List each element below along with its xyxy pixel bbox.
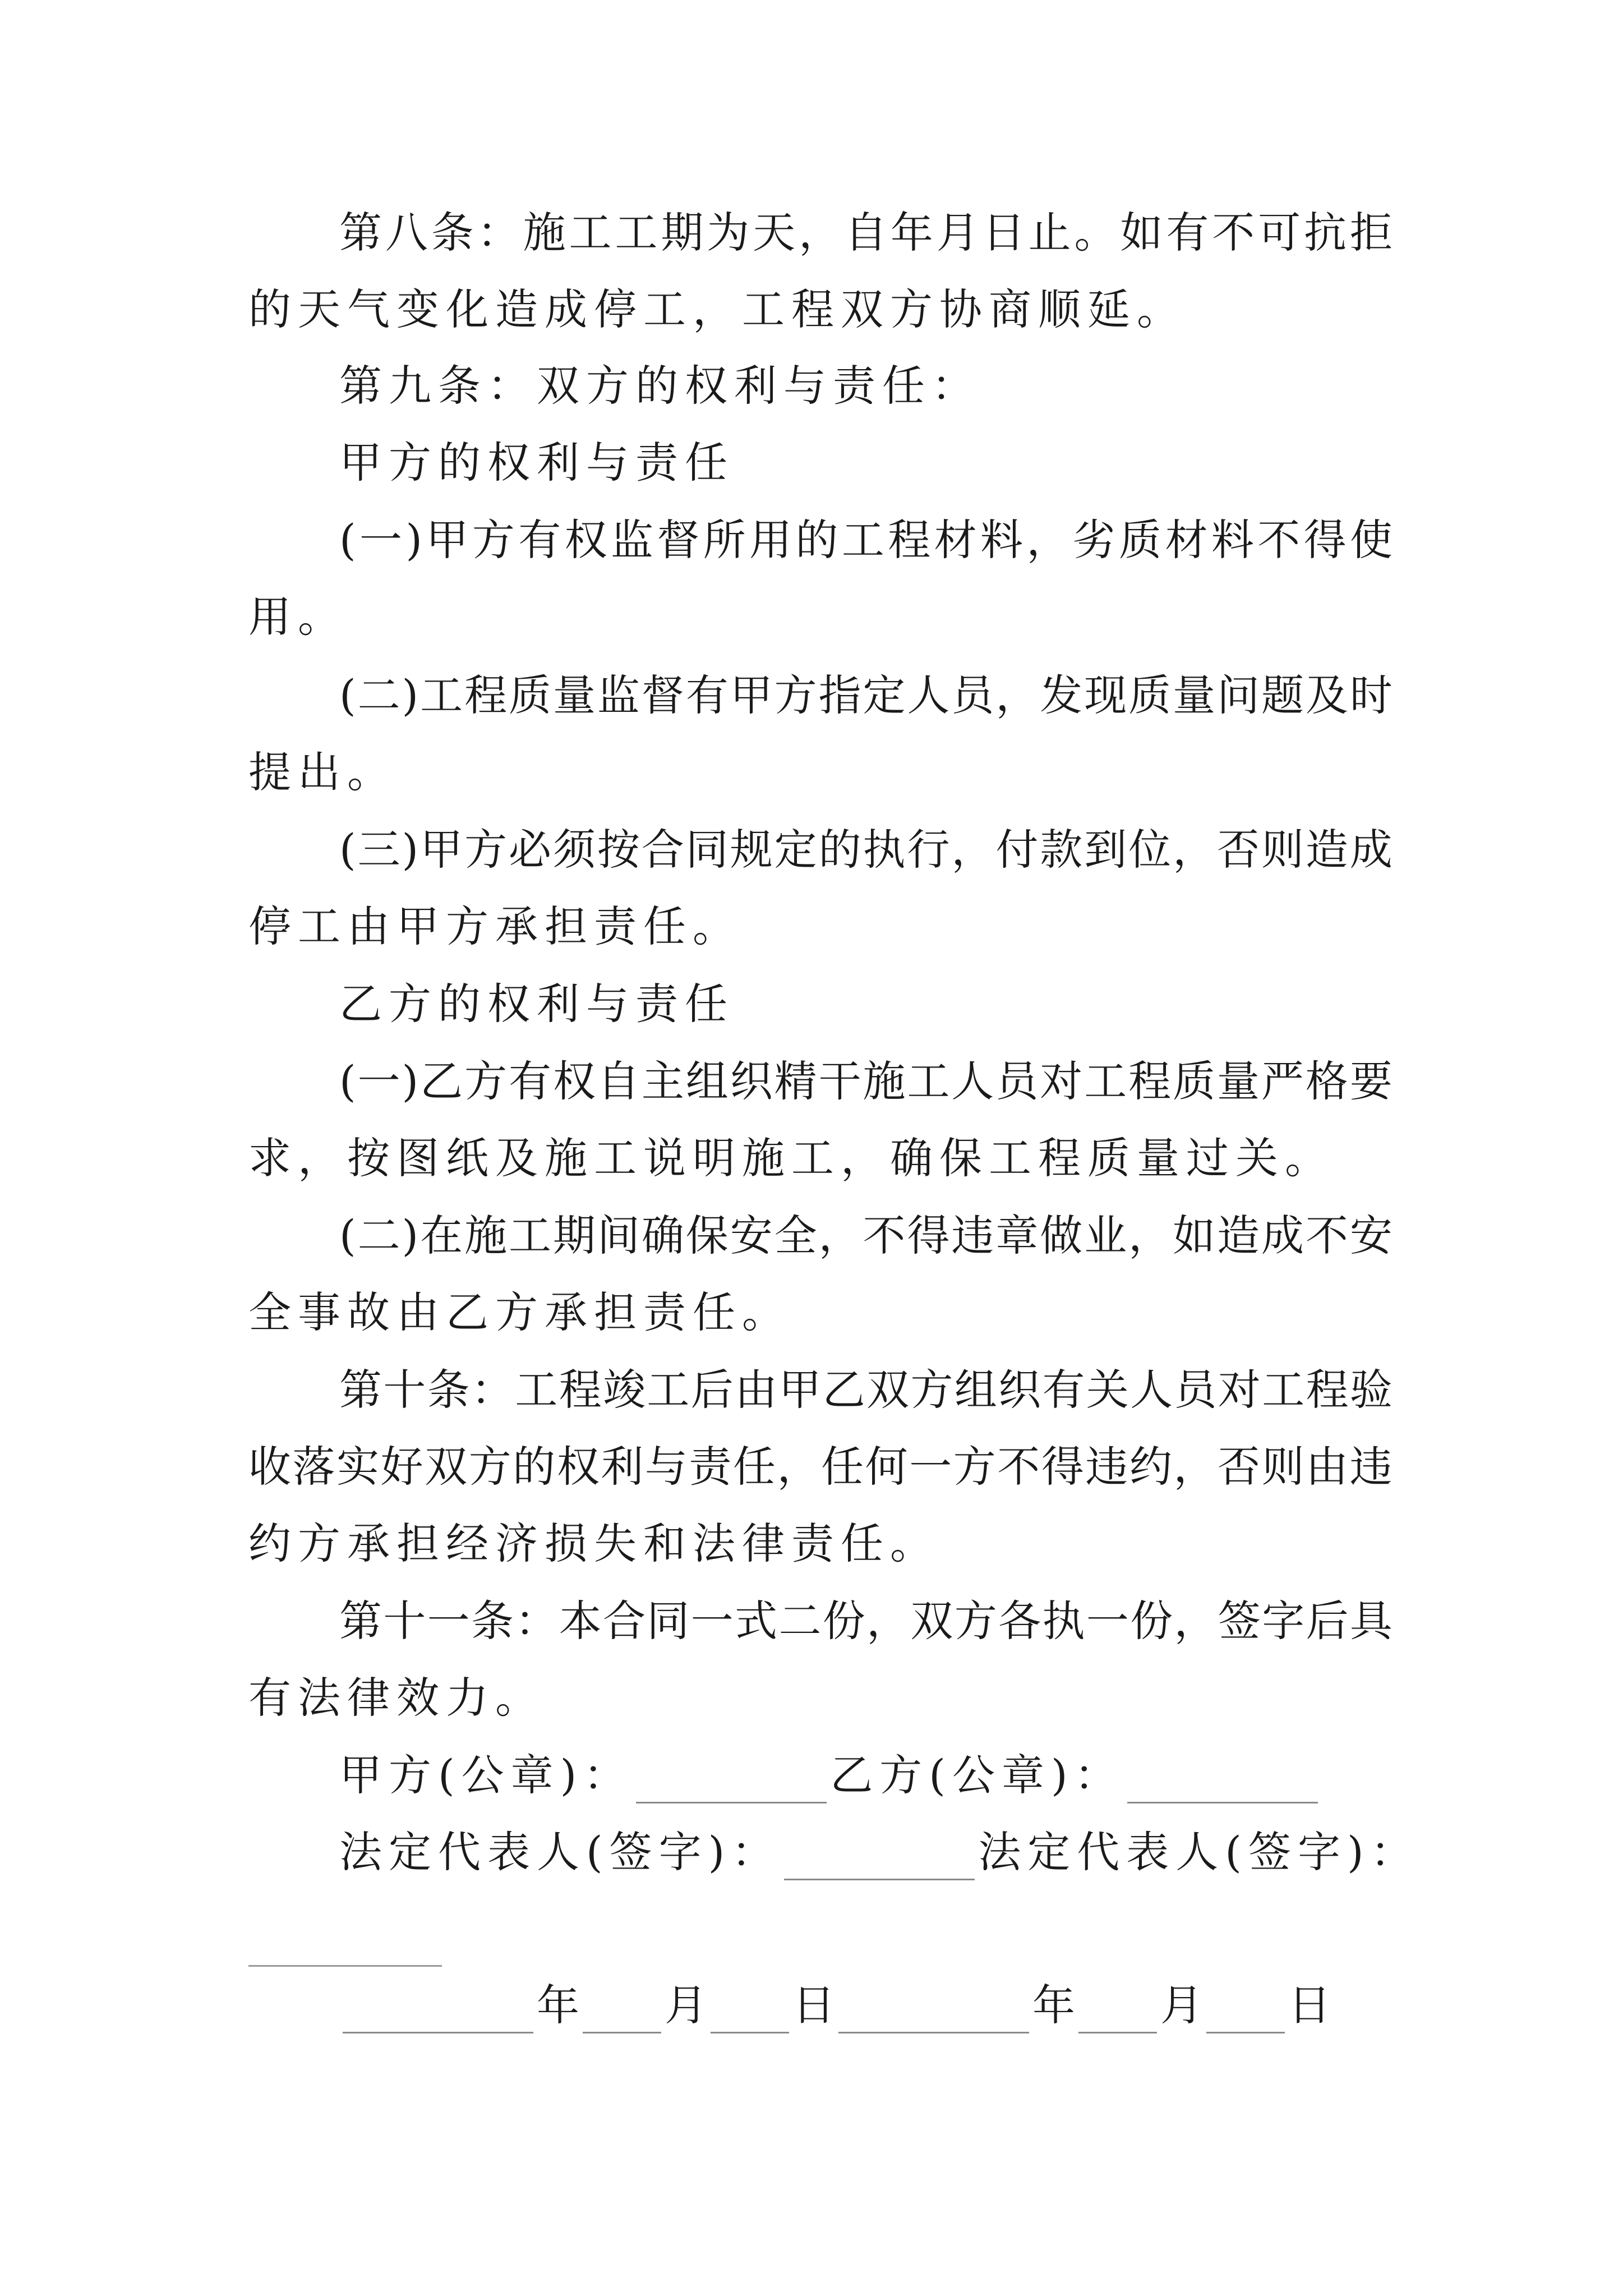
paragraph-article-8-line-1: 第 八 条 ： 施 工 工 期 为 天 ， 自 年 月 日 止 。 如 有 不 可 抗 拒: [339, 208, 1393, 257]
heading-party-a-rights: 甲方的权利与责任: [339, 438, 734, 487]
party-a-item-2-line-2: 提出。: [248, 747, 396, 797]
party-a-day-blank[interactable]: [711, 1993, 789, 2033]
party-a-item-3-line-2: 停工由甲方承担责任。: [248, 901, 742, 951]
party-b-item-1-line-2: 求，按图纸及施工说明施工，确保工程质量过关。: [248, 1133, 1334, 1183]
party-b-item-2-line-1: ( 二 ) 在 施 工 期 间 确 保 安 全 ， 不 得 违 章 做 业 ， 如 造 成 不 安: [339, 1211, 1393, 1260]
rep-a-blank[interactable]: [784, 1839, 975, 1880]
paragraph-article-11-line-2: 有法律效力。: [248, 1673, 545, 1723]
paragraph-article-9: 第九条：双方的权利与责任：: [339, 361, 981, 411]
party-a-item-3-line-1: ( 三 ) 甲 方 必 须 按 合 同 规 定 的 执 行 ， 付 款 到 位 ， 否 则 造 成: [339, 825, 1393, 875]
month-label-b: 月: [1160, 1980, 1203, 2030]
party-a-seal-label: 甲方(公章)：: [339, 1750, 633, 1800]
heading-party-b-rights: 乙方的权利与责任: [339, 979, 734, 1029]
party-a-item-1-line-2: 用。: [248, 592, 347, 642]
year-label-a: 年: [537, 1980, 579, 2030]
party-b-year-blank[interactable]: [838, 1993, 1029, 2033]
party-b-month-blank[interactable]: [1078, 1993, 1157, 2033]
date-line: [0, 1977, 1623, 2033]
party-b-seal-blank[interactable]: [1127, 1763, 1318, 1803]
month-label-a: 月: [665, 1980, 707, 2030]
representative-line: [0, 1824, 1623, 1880]
day-label-a: 日: [792, 1980, 835, 2030]
rep-a-label: 法定代表人(签字)：: [339, 1827, 781, 1877]
paragraph-article-8-line-2: 的天气变化造成停工，工程双方协商顺延。: [248, 284, 1186, 334]
party-b-day-blank[interactable]: [1206, 1993, 1285, 2033]
paragraph-article-10-line-3: 约方承担经济损失和法律责任。: [248, 1519, 939, 1568]
party-b-item-2-line-2: 全事故由乙方承担责任。: [248, 1287, 791, 1337]
day-label-b: 日: [1288, 1980, 1331, 2030]
rep-b-label: 法定代表人(签字)：: [978, 1827, 1420, 1877]
party-a-item-2-line-1: ( 二 ) 工 程 质 量 监 督 有 甲 方 指 定 人 员 ， 发 现 质 量 问 题 及 时: [339, 670, 1393, 720]
party-b-item-1-line-1: ( 一 ) 乙 方 有 权 自 主 组 织 精 干 施 工 人 员 对 工 程 质 量 严 格 要: [339, 1056, 1393, 1106]
paragraph-article-10-line-2: 收 落 实 好 双 方 的 权 利 与 责 任 ， 任 何 一 方 不 得 违 约 ， 否 则 由 违: [248, 1442, 1393, 1492]
paragraph-article-10-line-1: 第 十 条 ： 工 程 竣 工 后 由 甲 乙 双 方 组 织 有 关 人 员 对 工 程 验: [339, 1365, 1393, 1415]
year-label-b: 年: [1032, 1980, 1075, 2030]
party-a-year-blank[interactable]: [343, 1993, 533, 2033]
party-a-seal-blank[interactable]: [636, 1763, 827, 1803]
paragraph-article-11-line-1: 第 十 一 条 ： 本 合 同 一 式 二 份 ， 双 方 各 执 一 份 ， 签 字 后 具: [339, 1596, 1393, 1646]
party-a-month-blank[interactable]: [583, 1993, 661, 2033]
seal-line: [0, 1747, 1623, 1803]
party-b-seal-label: 乙方(公章)：: [830, 1750, 1124, 1800]
party-a-item-1-line-1: ( 一 ) 甲 方 有 权 监 督 所 用 的 工 程 材 料 ， 劣 质 材 料 不 得 使: [339, 515, 1393, 565]
rep-b-blank[interactable]: [248, 1965, 442, 1967]
